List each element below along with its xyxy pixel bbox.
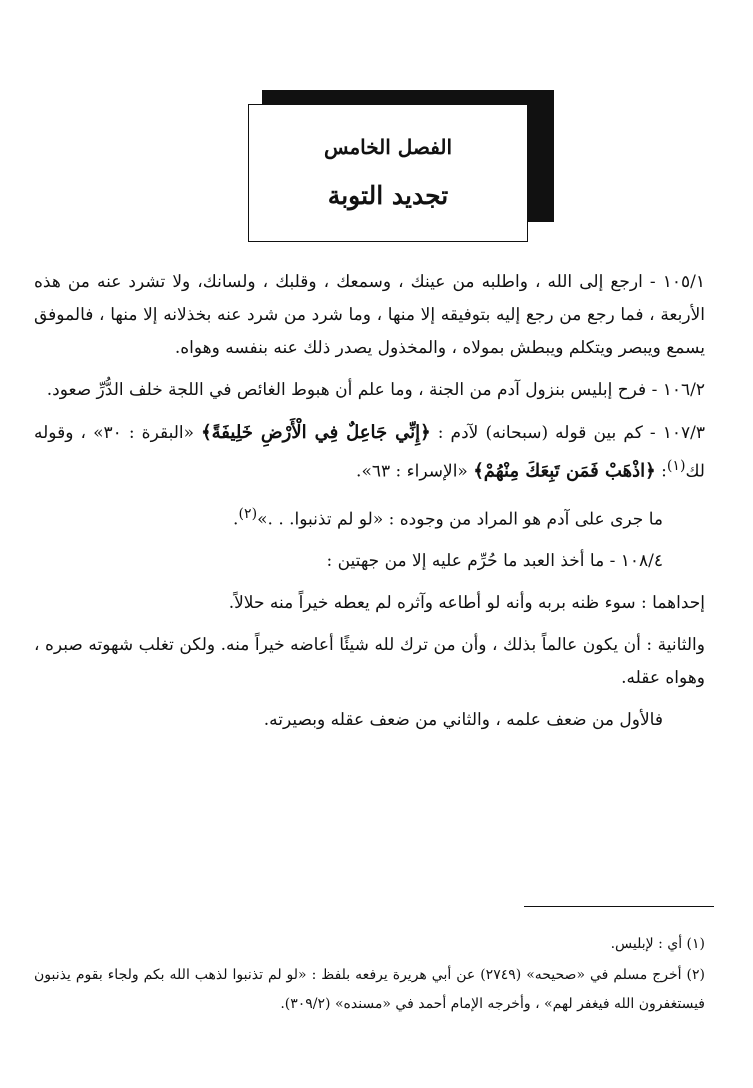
footnote-2: (٢) أخرج مسلم في «صحيحه» (٢٧٤٩) عن أبي هريرة يرفعه بلفظ : «لو لم تذنبوا لذهب الله بكم ولجاء بقوم يذنبون فيستغفرون الله فيغفر لهم» ، وأخرجه الإمام أحمد في «مسنده» (٣٠٩/٢). bbox=[34, 967, 705, 1012]
paragraph-text: إحداهما : سوء ظنه بربه وأنه لو أطاعه وآثره لم يعطه خيراً منه حلالاً. bbox=[228, 593, 705, 614]
paragraph-text: «البقرة : ٣٠» ، وقوله لك bbox=[34, 423, 705, 482]
paragraph-108-conclusion bbox=[34, 704, 705, 737]
paragraph-text: ١٠٥/١ - ارجع إلى الله ، واطلبه من عينك ، وسمعك ، وقلبك ، ولسانك، ولا تشرد عنه من هذه الأربعة ، فما رجع من رجع إليه بتوفيقه إلا منها ، وما شرد من شرد عنه بخذلانه إلا منها ، فالموفق يسمع ويبصر ويتكلم ويبطش بمولاه ، والمخذول يصدر ذلك عنه بنفسه وهواه. bbox=[34, 272, 705, 358]
paragraph-106 bbox=[34, 374, 705, 407]
paragraph-107-continued bbox=[34, 498, 705, 537]
paragraph-108-second bbox=[34, 629, 705, 695]
paragraph-text: ١٠٨/٤ - ما أخذ العبد ما حُرِّم عليه إلا من جهتين : bbox=[326, 551, 663, 572]
paragraph-text: ١٠٦/٢ - فرح إبليس بنزول آدم من الجنة ، وما علم أن هبوط الغائص في اللجة خلف الدُّرِّ صعود. bbox=[46, 380, 705, 400]
footnote-1: (١) أي : لإبليس. bbox=[610, 936, 705, 952]
footnotes bbox=[34, 930, 705, 1021]
paragraph-108 bbox=[34, 545, 705, 578]
paragraph-text: والثانية : أن يكون عالماً بذلك ، وأن من ترك لله شيئًا أعاضه خيراً منه. ولكن تغلب شهوته صبره ، وهواه عقله. bbox=[34, 635, 705, 689]
paragraph-text: «الإسراء : ٦٣». bbox=[356, 461, 474, 482]
paragraph-107 bbox=[34, 416, 705, 489]
quran-verse: ﴿إِنِّي جَاعِلٌ فِي الْأَرْضِ خَلِيفَةً﴾ bbox=[201, 422, 431, 443]
paragraph-text: . bbox=[233, 509, 239, 530]
chapter-title: تجديد التوبة bbox=[327, 181, 449, 210]
body-text bbox=[34, 266, 705, 746]
paragraph-text: ١٠٧/٣ - كم بين قوله (سبحانه) لآدم : bbox=[430, 423, 705, 443]
paragraph-text: فالأول من ضعف علمه ، والثاني من ضعف عقله وبصيرته. bbox=[263, 710, 663, 731]
footnote-marker: (١) bbox=[666, 458, 686, 474]
chapter-heading: الفصل الخامس bbox=[323, 135, 453, 159]
footnote-marker: (٢) bbox=[238, 505, 258, 522]
paragraph-108-first bbox=[34, 587, 705, 620]
paragraph-text: ما جرى على آدم هو المراد من وجوده : «لو لم تذنبوا. . .» bbox=[257, 509, 663, 530]
footnote-divider bbox=[524, 906, 714, 907]
paragraph-text: : bbox=[655, 461, 667, 482]
chapter-title-box bbox=[248, 104, 528, 242]
quran-verse: ﴿اذْهَبْ فَمَن تَبِعَكَ مِنْهُمْ﴾ bbox=[473, 460, 656, 482]
paragraph-105 bbox=[34, 266, 705, 365]
